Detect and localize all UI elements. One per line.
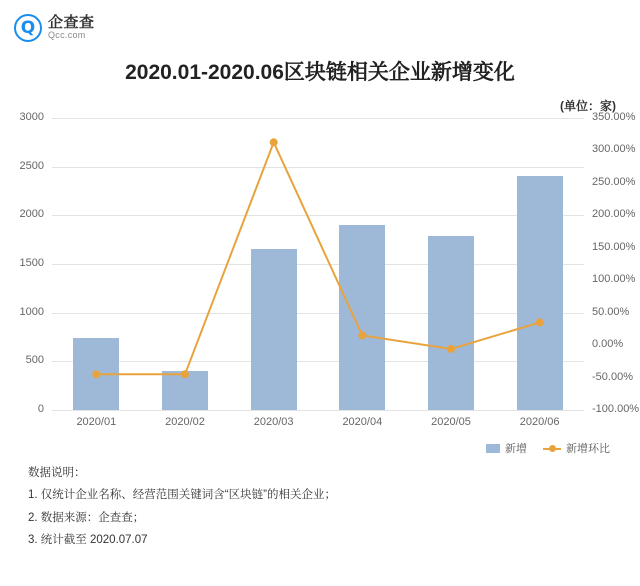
- y-axis-right-tick: 200.00%: [592, 208, 636, 221]
- y-axis-left-tick: 1500: [19, 257, 44, 269]
- line-path: [96, 142, 539, 374]
- x-axis-labels: [52, 412, 584, 432]
- brand-name: 企查查: [48, 14, 95, 32]
- plot-area: [0, 111, 640, 438]
- line-series: [52, 118, 584, 410]
- qcc-circle-logo-icon: Q: [14, 14, 42, 42]
- legend-item-line: [543, 440, 610, 456]
- unit-note: (单位：家): [560, 99, 616, 113]
- line-point: [181, 370, 189, 378]
- y-axis-left-tick: 500: [25, 354, 44, 367]
- y-axis-right-tick: 0.00%: [592, 338, 624, 351]
- y-axis-right-tick: 250.00%: [592, 175, 636, 188]
- x-axis-tick: 2020/03: [253, 416, 294, 428]
- line-point: [447, 345, 455, 353]
- y-axis-left-tick: 1000: [19, 305, 44, 318]
- y-axis-right-tick: 300.00%: [592, 143, 636, 156]
- footnote-item: 1. 仅统计企业名称、经营范围关键词含“区块链”的相关企业；: [28, 489, 336, 502]
- line-point: [270, 138, 278, 146]
- x-axis-tick: 2020/04: [342, 416, 383, 428]
- line-point: [536, 318, 544, 326]
- y-axis-left-tick: 2000: [19, 208, 44, 221]
- y-axis-right-tick: 50.00%: [592, 305, 630, 318]
- y-axis-right-tick: -50.00%: [592, 370, 633, 383]
- y-axis-right-tick: 100.00%: [592, 273, 636, 286]
- y-axis-right-tick: -100.00%: [592, 403, 640, 415]
- y-axis-right-tick: 350.00%: [592, 111, 636, 123]
- brand-header: [14, 14, 95, 42]
- brand-url: Qcc.com: [48, 30, 86, 41]
- legend-bar-swatch-icon: [486, 444, 500, 453]
- y-axis-left-tick: 2500: [19, 159, 44, 172]
- line-point: [358, 331, 366, 339]
- y-axis-right-tick: 150.00%: [592, 240, 636, 253]
- footnote-title: 数据说明：: [28, 467, 86, 479]
- x-axis-tick: 2020/01: [76, 416, 117, 428]
- legend-line-label: 新增环比: [566, 443, 610, 455]
- footnotes: [28, 462, 336, 552]
- x-axis-tick: 2020/06: [519, 416, 560, 428]
- legend-item-bar: [486, 440, 527, 456]
- footnote-item: 3. 统计截至 2020.07.07: [28, 534, 148, 547]
- y-axis-left-tick: 3000: [19, 111, 44, 123]
- brand-text: [48, 15, 95, 40]
- page-title: 2020.01-2020.06区块链相关企业新增变化: [125, 61, 515, 84]
- legend-bar-label: 新增: [505, 443, 527, 455]
- y-axis-left-tick: 0: [37, 403, 44, 415]
- line-point: [92, 370, 100, 378]
- footnote-item: 2. 数据来源：企查查；: [28, 511, 145, 524]
- gridline: [52, 410, 584, 411]
- chart-legend: [486, 440, 610, 456]
- x-axis-tick: 2020/02: [165, 416, 205, 428]
- legend-line-swatch-icon: [543, 444, 561, 453]
- x-axis-tick: 2020/05: [431, 416, 471, 428]
